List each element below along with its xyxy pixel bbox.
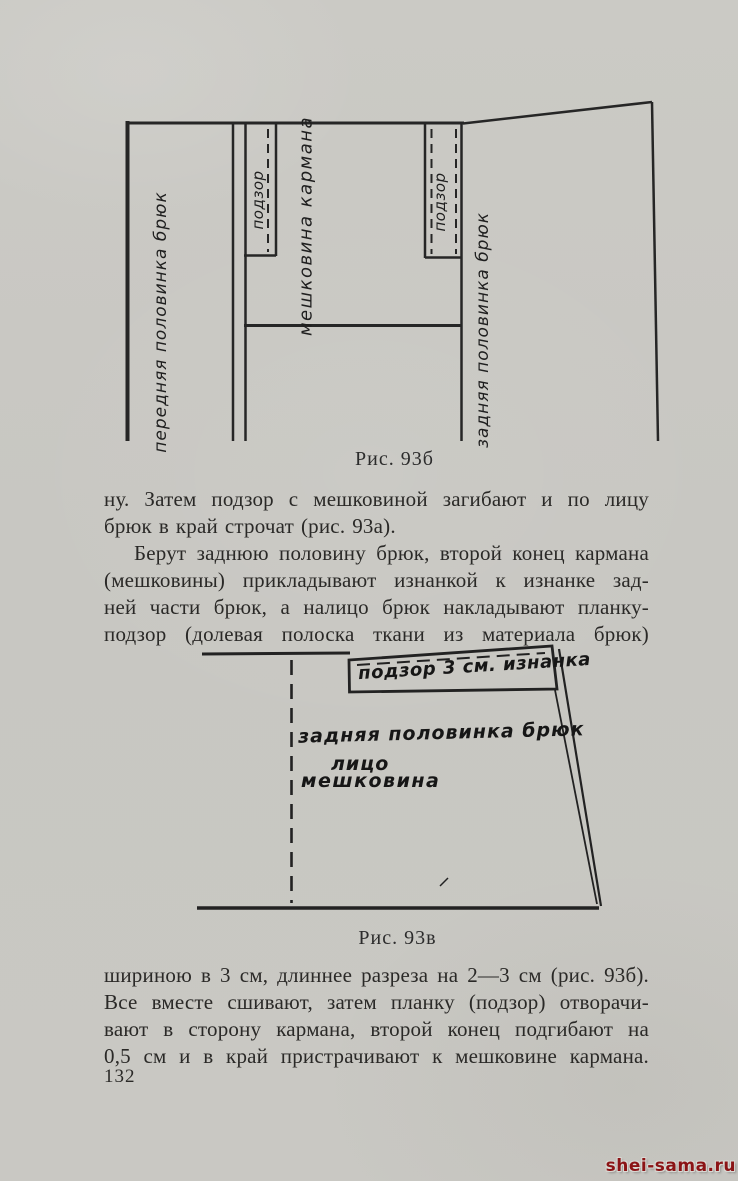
back-half-right-edge-line bbox=[652, 102, 658, 441]
front-half-label: передняя половинка брюк bbox=[151, 191, 171, 453]
text-line: ну. Затем подзор с мешковиной загибают и по лицу bbox=[104, 487, 649, 511]
text-line: подзор (долевая полоска ткани из материала брюк) bbox=[104, 622, 649, 646]
top-edge-line bbox=[202, 653, 350, 654]
figure-93v-caption: Рис. 93в bbox=[358, 927, 437, 949]
podzor-left-label: подзор bbox=[249, 170, 267, 230]
text-line: брюк в край строчат (рис. 93а). bbox=[104, 514, 396, 538]
pocket-bag-label: мешковина bbox=[301, 770, 441, 792]
side-seam-outer-line bbox=[559, 649, 601, 906]
paragraph-bottom bbox=[104, 962, 649, 1070]
text-line: Берут заднюю половину брюк, второй конец кармана bbox=[134, 541, 649, 565]
text-line: ней части брюк, а налицо брюк накладывают планку- bbox=[104, 595, 649, 619]
podzor-right-label: подзор bbox=[431, 172, 449, 232]
back-half-label: задняя половинка брюк bbox=[473, 211, 493, 449]
text-line: вают в сторону кармана, второй конец подгибают на bbox=[104, 1017, 649, 1041]
small-tick-mark bbox=[440, 878, 448, 886]
page-number: 132 bbox=[104, 1066, 136, 1087]
pocket-bag-label: мешковина кармана bbox=[295, 115, 317, 337]
figure-93b-caption: Рис. 93б bbox=[355, 448, 434, 470]
back-half-label: задняя половинка брюк bbox=[297, 718, 585, 748]
paragraph-top bbox=[104, 486, 649, 648]
top-slant-line bbox=[463, 102, 652, 124]
text-line: 0,5 см и в край пристрачивают к мешковине кармана. bbox=[104, 1044, 649, 1068]
figure-93b-lines bbox=[126, 102, 658, 441]
watermark-site-label: shei-sama.ru bbox=[605, 1156, 736, 1176]
podzor-strip-label: подзор 3 см. изнанка bbox=[357, 648, 592, 685]
text-line: Все вместе сшивают, затем планку (подзор) отворачи- bbox=[104, 990, 649, 1014]
face-side-label: лицо bbox=[331, 753, 390, 775]
text-line: (мешковины) прикладывают изнанкой к изнанке зад- bbox=[104, 568, 649, 592]
text-line: шириною в 3 см, длиннее разреза на 2—3 см (рис. 93б). bbox=[104, 963, 649, 987]
